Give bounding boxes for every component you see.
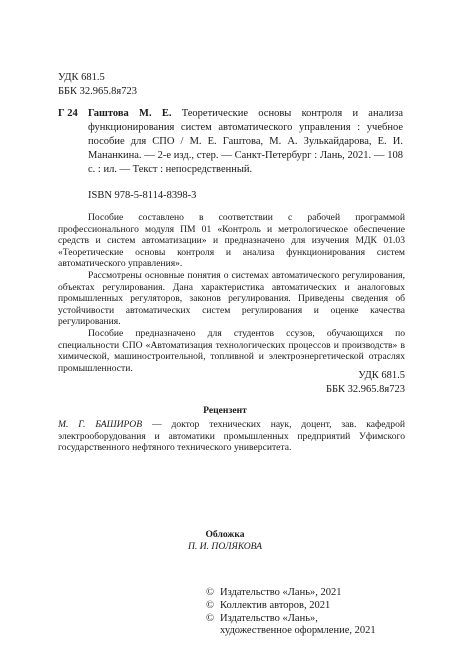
- annotation-paragraph: Рассмотрены основные понятия о системах автоматического регулирования, объектах регулирования. Дана характеристика автоматических и аналоговых промышленных регуляторов, законов регулирования. Приведены сведения об устойчивости автоматических систем регулирования и оценке качества регулирования.: [58, 269, 405, 328]
- copyright-text: Издательство «Лань», 2021: [220, 587, 342, 598]
- copyright-line: [206, 600, 406, 613]
- copyright-icon: ©: [206, 599, 214, 611]
- copyright-text: Коллектив авторов, 2021: [220, 599, 331, 611]
- reviewer-description: — доктор технических наук, доцент, зав. кафедрой электрооборудования и автоматики промышленных предприятий Уфимского государственного нефтяного технического университета.: [58, 419, 405, 454]
- copyright-text: художественное оформление, 2021: [220, 625, 376, 637]
- classification-codes: [58, 71, 137, 99]
- copyright-line: [206, 613, 406, 626]
- copyright-text: Издательство «Лань»,: [220, 612, 318, 624]
- udk-code: УДК 681.5: [58, 72, 105, 83]
- copyright-icon: ©: [206, 612, 214, 624]
- copyright-icon: ©: [206, 587, 214, 598]
- reviewer-info: [58, 419, 405, 454]
- reviewer-heading: Рецензент: [203, 405, 247, 416]
- bbk-code: ББК 32.965.8я723: [58, 86, 138, 97]
- annotation-paragraph: Пособие составлено в соответствии с рабочей программой профессионального модуля ПМ 01 «Контроль и метрологическое обеспечение средств и систем автоматизации» и предназначено для изучения МДК 01.03 «Теоретические основы контроля и анализа функционирования систем автоматического управления».: [58, 212, 405, 270]
- copyright-block: [206, 587, 406, 638]
- reviewer-name: М. Г. БАШИРОВ: [58, 419, 143, 430]
- description-text: Теоретические основы контроля и анализа функционирования систем автоматического управления : учебное пособие для СПО / М. Е. Гаштова, М. А. Зулькайдарова, Е. И. Мананкина. — 2-е изд., стер. — Санкт-Петербург : Лань, 2021. — 108 с. : ил. — Текст : непосредственный.: [88, 108, 404, 175]
- author-name: Гаштова М. Е.: [88, 108, 172, 119]
- classification-codes-repeat: [300, 369, 405, 397]
- bibliographic-description: [88, 107, 403, 177]
- copyright-line-continuation: [206, 625, 406, 638]
- bibliographic-record: [58, 107, 403, 177]
- isbn: ISBN 978-5-8114-8398-3: [88, 190, 197, 201]
- annotation: [58, 212, 405, 374]
- copyright-line: [206, 587, 406, 600]
- bbk-code-repeat: ББК 32.965.8я723: [325, 384, 405, 395]
- cover-heading: Обложка: [205, 529, 245, 540]
- udk-code-repeat: УДК 681.5: [358, 370, 405, 381]
- cover-designer-name: П. И. ПОЛЯКОВА: [187, 541, 263, 552]
- author-mark: Г 24: [58, 108, 78, 119]
- annotation-paragraph: Пособие предназначено для студентов ссузов, обучающихся по специальности СПО «Автоматизация технологических процессов и производств» в химической, машиностроительной, топливной и электроэнергетической отраслях промышленности.: [58, 327, 405, 374]
